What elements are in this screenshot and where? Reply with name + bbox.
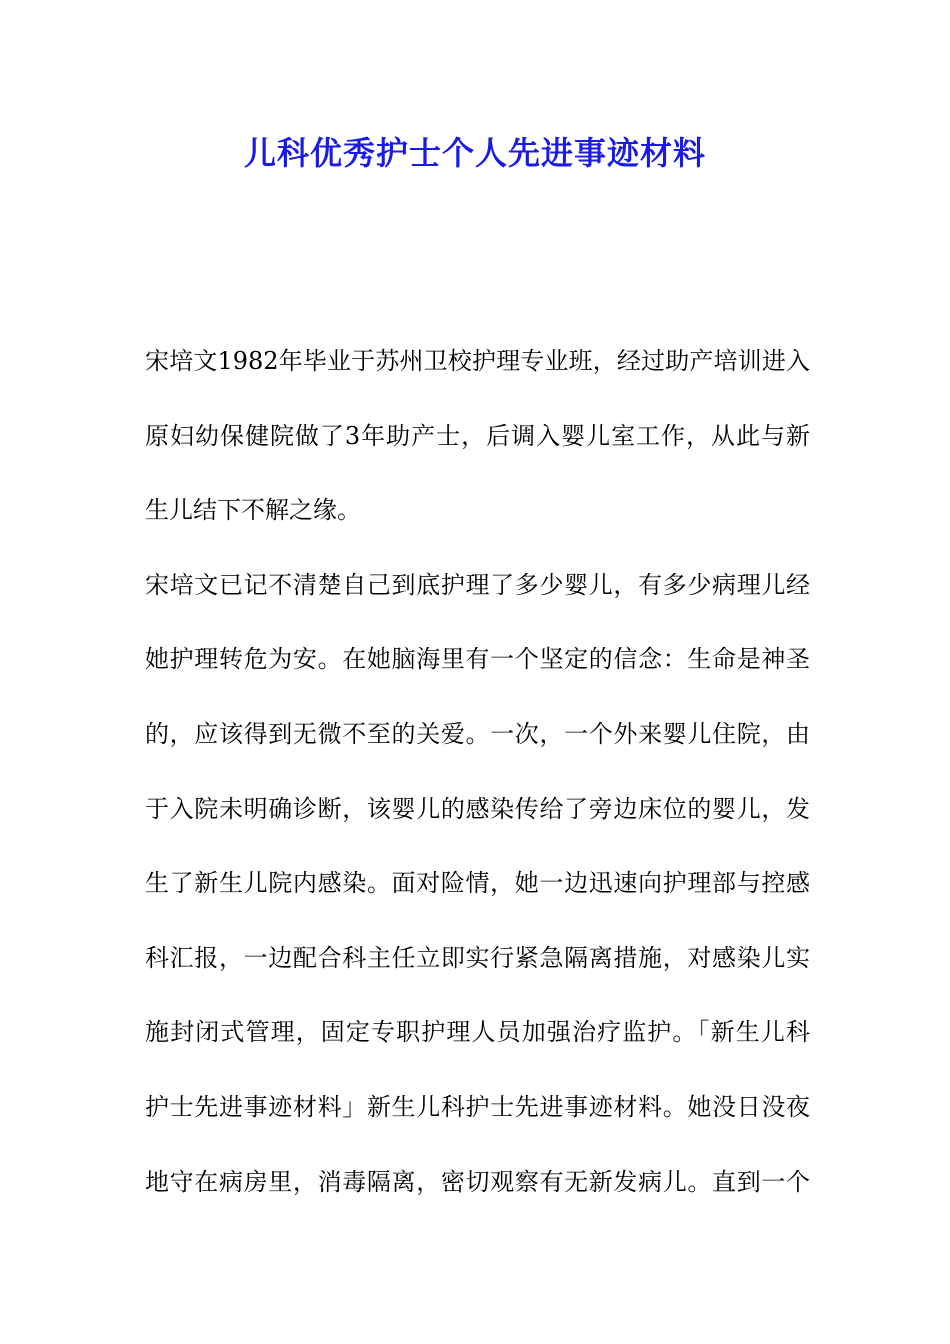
body-line: 地守在病房里，消毒隔离，密切观察有无新发病儿。直到一个: [145, 1167, 810, 1196]
body-line: 原妇幼保健院做了3年助产士，后调入婴儿室工作，从此与新: [145, 421, 810, 450]
body-line: 科汇报，一边配合科主任立即实行紧急隔离措施，对感染儿实: [145, 943, 810, 972]
body-line: 于入院未明确诊断，该婴儿的感染传给了旁边床位的婴儿，发: [145, 794, 810, 823]
body-line: 护士先进事迹材料」新生儿科护士先进事迹材料。她没日没夜: [145, 1092, 810, 1121]
document-body: [145, 338, 810, 1233]
body-line: 宋培文已记不清楚自己到底护理了多少婴儿，有多少病理儿经: [145, 570, 810, 599]
document-title: 儿科优秀护士个人先进事迹材料: [243, 134, 706, 172]
body-line: 的，应该得到无微不至的关爱。一次，一个外来婴儿住院，由: [145, 719, 810, 748]
body-line: 宋培文1982年毕业于苏州卫校护理专业班，经过助产培训进入: [145, 347, 810, 375]
body-line: 施封闭式管理，固定专职护理人员加强治疗监护。「新生儿科: [145, 1018, 810, 1047]
body-line: 她护理转危为安。在她脑海里有一个坚定的信念：生命是神圣: [145, 645, 810, 674]
body-line: 生了新生儿院内感染。面对险情，她一边迅速向护理部与控感: [145, 869, 810, 898]
body-line: 生儿结下不解之缘。: [145, 496, 361, 525]
